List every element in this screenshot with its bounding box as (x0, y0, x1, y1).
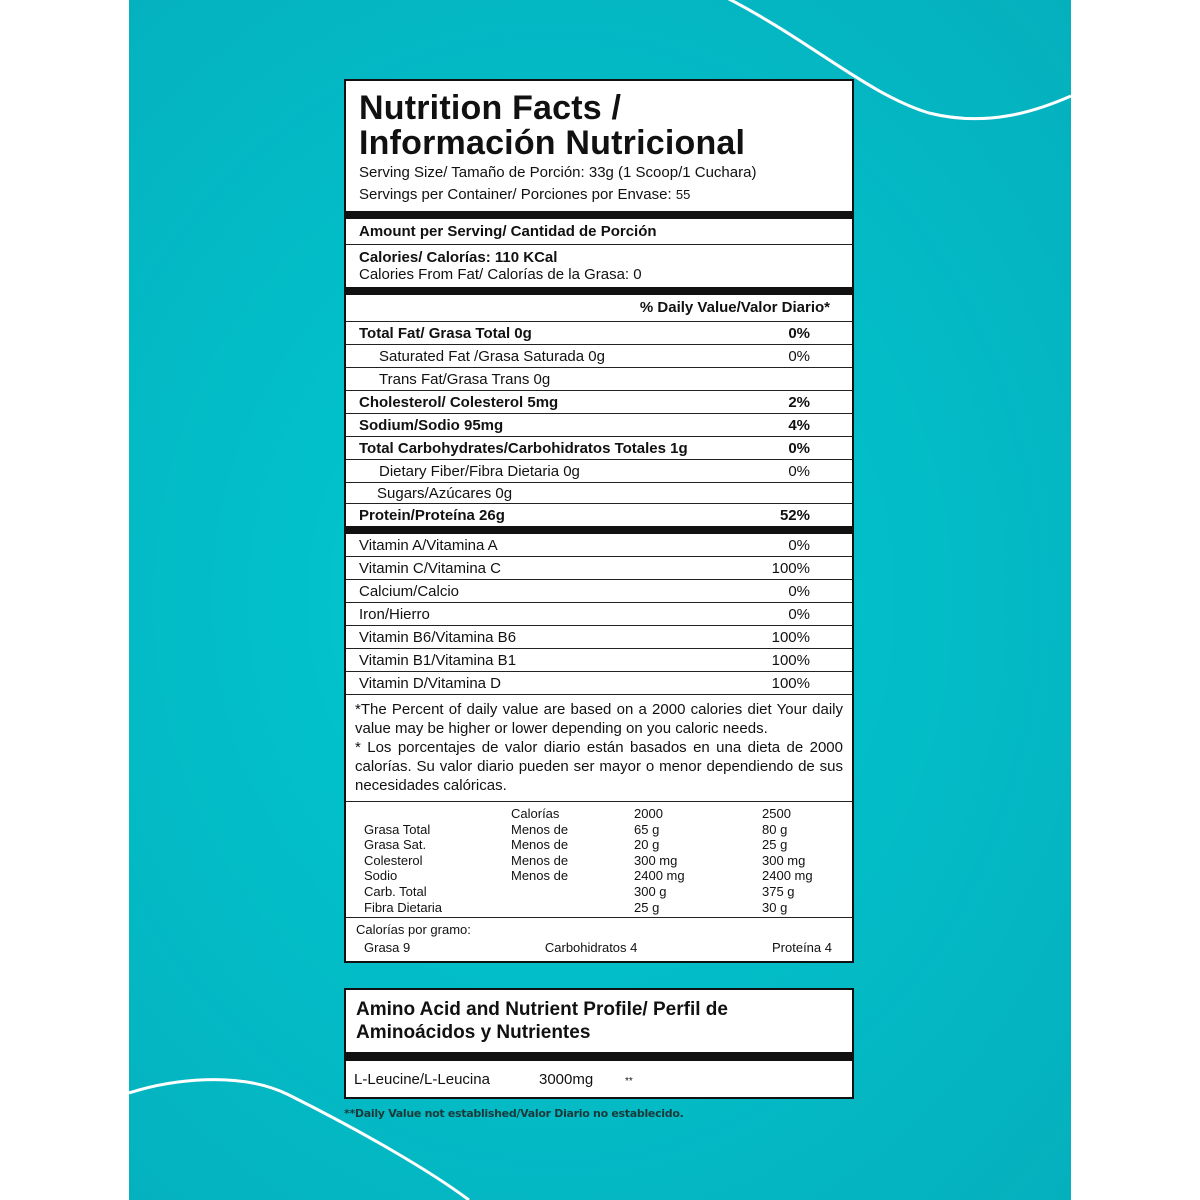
vitamin-pct: 100% (771, 628, 810, 646)
nutrient-row (346, 367, 852, 390)
calories-per-gram-label: Calorías por gramo: (356, 922, 471, 938)
vitamin-name: Calcium/Calcio (359, 582, 460, 600)
amino-row (346, 1061, 852, 1097)
amino-dv: ** (625, 1076, 633, 1087)
vitamin-pct: 0% (788, 536, 810, 554)
dv-cell: 80 g (762, 821, 788, 837)
footnote-spanish: * Los porcentajes de valor diario están basados en una dieta de 2000 calorías. Su valor diario pueden ser mayor o menor dependiendo de sus necesidades calóricas. (355, 739, 843, 794)
nutrient-row (346, 482, 852, 503)
dv-cell: Fibra Dietaria (364, 899, 443, 915)
nutrient-pct: 0% (788, 462, 810, 480)
serving-size: Serving Size/ Tamaño de Porción: 33g (1 Scoop/1 Cuchara) (359, 164, 757, 181)
dv-cell: Grasa Sat. (364, 837, 427, 853)
dv-table-row (364, 853, 842, 869)
vitamin-row (346, 579, 852, 602)
title-line-2: Información Nutricional (359, 124, 746, 162)
nutrient-row (346, 321, 852, 344)
nutrient-name: Cholesterol/ Colesterol 5mg (359, 393, 559, 411)
dv-cell: 300 mg (762, 852, 806, 868)
dv-cell: Menos de (511, 852, 569, 868)
dv-cell: 20 g (634, 837, 660, 853)
servings-value: 55 (675, 187, 691, 202)
vitamin-pct: 100% (771, 559, 810, 577)
amino-amount: 3000mg (539, 1071, 594, 1088)
amino-title: Amino Acid and Nutrient Profile/ Perfil de Aminoácidos y Nutrientes (356, 999, 728, 1043)
dv-cell: 300 mg (634, 852, 678, 868)
dv-cell: Colesterol (364, 852, 423, 868)
calories-section (346, 244, 852, 287)
nutrient-name: Sodium/Sodio 95mg (359, 416, 504, 434)
nutrient-name: Total Carbohydrates/Carbohidratos Totales 1g (359, 439, 688, 457)
divider-thick (346, 211, 852, 219)
nutrient-name: Sugars/Azúcares 0g (377, 484, 513, 502)
footnote-english: *The Percent of daily value are based on a 2000 calories diet Your daily value may be higher or lower depending on you caloric needs. (355, 701, 843, 737)
cpg-carbs: Carbohidratos 4 (544, 940, 638, 956)
amino-acid-profile (344, 988, 854, 1099)
nutrient-name: Protein/Proteína 26g (359, 506, 505, 524)
nutrient-row (346, 436, 852, 459)
vitamin-name: Vitamin B6/Vitamina B6 (359, 628, 517, 646)
vitamin-row (346, 556, 852, 579)
daily-value-not-established-note: **Daily Value not established/Valor Diario no establecido. (344, 1107, 684, 1120)
vitamin-row (346, 671, 852, 694)
dv-cell: 375 g (762, 883, 795, 899)
amount-per-serving: Amount per Serving/ Cantidad de Porción (359, 223, 657, 240)
dv-cell: Menos de (511, 868, 569, 884)
dv-cell (511, 884, 634, 900)
dv-cell: 30 g (762, 899, 788, 915)
nutrients-list (346, 321, 852, 526)
dv-cell: 2500 (762, 806, 791, 821)
dv-cell: 2000 (634, 806, 663, 821)
dv-table-row (364, 900, 842, 916)
calories-per-gram-values (364, 939, 842, 957)
vitamin-row (346, 648, 852, 671)
nutrient-name: Dietary Fiber/Fibra Dietaria 0g (379, 462, 580, 480)
nutrient-pct: 0% (788, 324, 810, 342)
dv-table-row (364, 868, 842, 884)
title-line-1: Nutrition Facts / (359, 89, 622, 127)
calories-from-fat: Calories From Fat/ Calorías de la Grasa: 0 (359, 266, 642, 283)
vitamin-pct: 100% (771, 651, 810, 669)
dv-cell: 25 g (762, 837, 788, 853)
dv-cell: Carb. Total (364, 883, 427, 899)
nutrition-facts-label (344, 79, 854, 963)
divider-thick (346, 526, 852, 534)
vitamin-name: Iron/Hierro (359, 605, 430, 623)
dv-cell (364, 806, 511, 822)
vitamin-row (346, 602, 852, 625)
servings-label: Servings per Container/ Porciones por Envase: (359, 186, 672, 203)
vitamin-name: Vitamin B1/Vitamina B1 (359, 651, 517, 669)
dv-cell: Calorías (511, 806, 560, 821)
cpg-protein: Proteína 4 (772, 940, 832, 956)
amino-name: L-Leucine/L-Leucina (354, 1071, 490, 1088)
vitamin-pct: 100% (771, 674, 810, 692)
label-header (346, 81, 852, 211)
divider-thick (346, 287, 852, 295)
dv-cell: 300 g (634, 883, 667, 899)
daily-value-footnote (346, 694, 852, 801)
vitamin-row (346, 625, 852, 648)
nutrient-name: Saturated Fat /Grasa Saturada 0g (379, 347, 605, 365)
dv-cell: 65 g (634, 821, 660, 837)
nutrient-row (346, 459, 852, 482)
daily-value-reference-table (346, 801, 852, 917)
dv-cell (511, 900, 634, 916)
nutrient-name: Trans Fat/Grasa Trans 0g (379, 370, 551, 388)
divider-thick (346, 1052, 852, 1061)
nutrient-pct: 2% (788, 393, 810, 411)
nutrient-pct: 0% (788, 347, 810, 365)
vitamin-name: Vitamin D/Vitamina D (359, 674, 502, 692)
nutrient-pct: 52% (779, 506, 810, 524)
dv-table-row (364, 884, 842, 900)
vitamin-pct: 0% (788, 605, 810, 623)
dv-cell: Sodio (364, 868, 398, 884)
dv-cell: 2400 mg (634, 868, 685, 884)
dv-table-row (364, 822, 842, 838)
dv-cell: 2400 mg (762, 868, 813, 884)
nutrient-row (346, 503, 852, 526)
cpg-fat: Grasa 9 (364, 940, 411, 956)
nutrient-row (346, 390, 852, 413)
dv-cell: Menos de (511, 837, 569, 853)
dv-table-row (364, 837, 842, 853)
vitamin-name: Vitamin A/Vitamina A (359, 536, 498, 554)
nutrient-pct: 4% (788, 416, 810, 434)
vitamins-list (346, 534, 852, 694)
nutrient-pct: 0% (788, 439, 810, 457)
calories-per-gram (346, 917, 852, 961)
dv-cell: 25 g (634, 899, 660, 915)
servings-per-container (359, 185, 840, 205)
dv-table-header (364, 806, 842, 822)
vitamin-name: Vitamin C/Vitamina C (359, 559, 502, 577)
vitamin-row (346, 534, 852, 556)
vitamin-pct: 0% (788, 582, 810, 600)
dv-cell: Menos de (511, 821, 569, 837)
calories-main: Calories/ Calorías: 110 KCal (359, 249, 558, 266)
nutrient-row (346, 344, 852, 367)
nutrient-row (346, 413, 852, 436)
dv-cell: Grasa Total (364, 821, 431, 837)
nutrient-name: Total Fat/ Grasa Total 0g (359, 324, 532, 342)
daily-value-header: % Daily Value/Valor Diario* (639, 299, 830, 316)
